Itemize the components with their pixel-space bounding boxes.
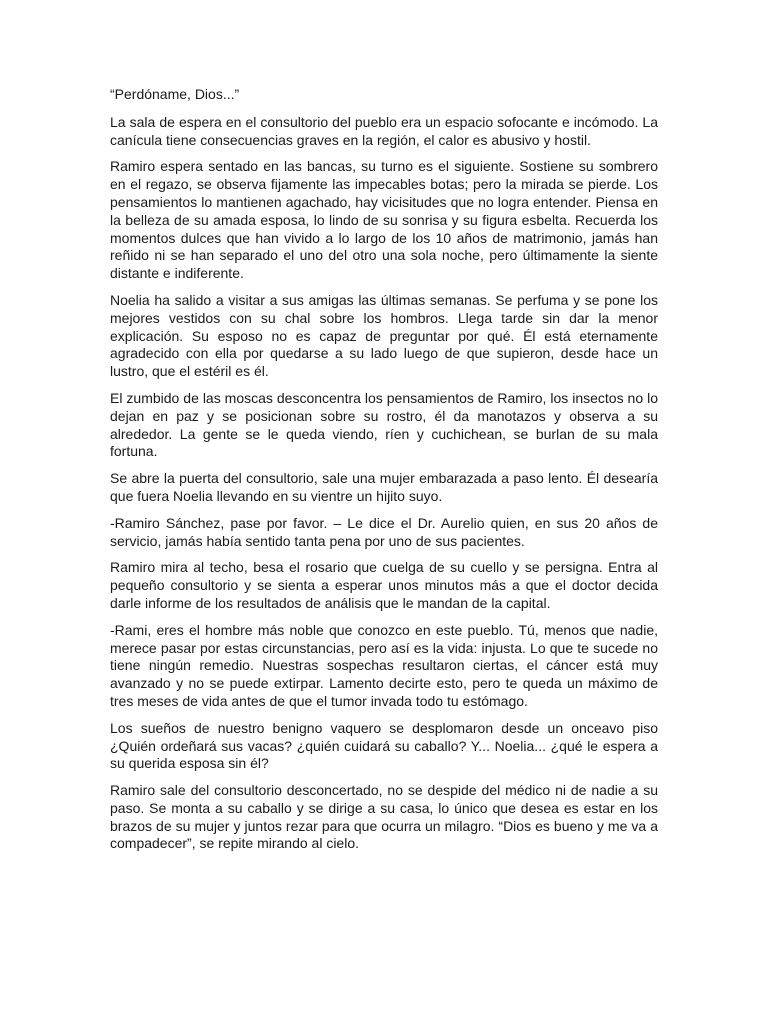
- paragraph-8: -Rami, eres el hombre más noble que conozco en este pueblo. Tú, menos que nadie, merece pasar por estas circunstancias, pero así es la vida: injusta. Lo que te sucede no tiene ningún remedio. Nuestras sospechas resultaron ciertas, el cáncer está muy avanzado y no se puede extirpar. Lamento decirte esto, pero te queda un máximo de tres meses de vida antes de que el tumor invada todo tu estómago.: [110, 621, 658, 709]
- paragraph-9: Los sueños de nuestro benigno vaquero se desplomaron desde un onceavo piso ¿Quién ordeñará sus vacas? ¿quién cuidará su caballo? Y... Noelia... ¿qué le espera a su querida esposa sin él?: [110, 719, 658, 772]
- paragraph-2: Ramiro espera sentado en las bancas, su turno es el siguiente. Sostiene su sombrero en el regazo, se observa fijamente las impecables botas; pero la mirada se pierde. Los pensamientos lo mantienen agachado, hay vicisitudes que no logra entender. Piensa en la belleza de su amada esposa, lo lindo de su sonrisa y su figura esbelta. Recuerda los momentos dulces que han vivido a lo largo de los 10 años de matrimonio, jamás han reñido ni se han separado el uno del otro una sola noche, pero últimamente la siente distante e indiferente.: [110, 158, 658, 282]
- paragraph-1: La sala de espera en el consultorio del pueblo era un espacio sofocante e incómodo. La canícula tiene consecuencias graves en la región, el calor es abusivo y hostil.: [110, 113, 658, 148]
- paragraph-10: Ramiro sale del consultorio desconcertado, no se despide del médico ni de nadie a su paso. Se monta a su caballo y se dirige a su casa, lo único que desea es estar en los brazos de su mujer y juntos rezar para que ocurra un milagro. “Dios es bueno y me va a compadecer”, se repite mirando al cielo.: [110, 782, 658, 852]
- paragraph-7: Ramiro mira al techo, besa el rosario que cuelga de su cuello y se persigna. Entra al pequeño consultorio y se sienta a esperar unos minutos más a que el doctor decida darle informe de los resultados de análisis que le mandan de la capital.: [110, 559, 658, 611]
- paragraph-3: Noelia ha salido a visitar a sus amigas las últimas semanas. Se perfuma y se pone los mejores vestidos con su chal sobre los hombros. Llega tarde sin dar la menor explicación. Su esposo no es capaz de preguntar por qué. Él está eternamente agradecido con ella por quedarse a su lado luego de que supieron, desde hace un lustro, que el estéril es él.: [110, 291, 658, 380]
- document-title: “Perdóname, Dios...”: [110, 86, 240, 102]
- paragraph-6: -Ramiro Sánchez, pase por favor. – Le dice el Dr. Aurelio quien, en sus 20 años de servicio, jamás había sentido tanta pena por uno de sus pacientes.: [110, 514, 658, 549]
- paragraph-4: El zumbido de las moscas desconcentra los pensamientos de Ramiro, los insectos no lo dejan en paz y se posicionan sobre su rostro, él da manotazos y observa a su alrededor. La gente se le queda viendo, ríen y cuchichean, se burlan de su mala fortuna.: [110, 389, 658, 460]
- document-page: [110, 86, 658, 862]
- paragraph-5: Se abre la puerta del consultorio, sale una mujer embarazada a paso lento. Él desearía que fuera Noelia llevando en su vientre un hijito suyo.: [110, 470, 658, 504]
